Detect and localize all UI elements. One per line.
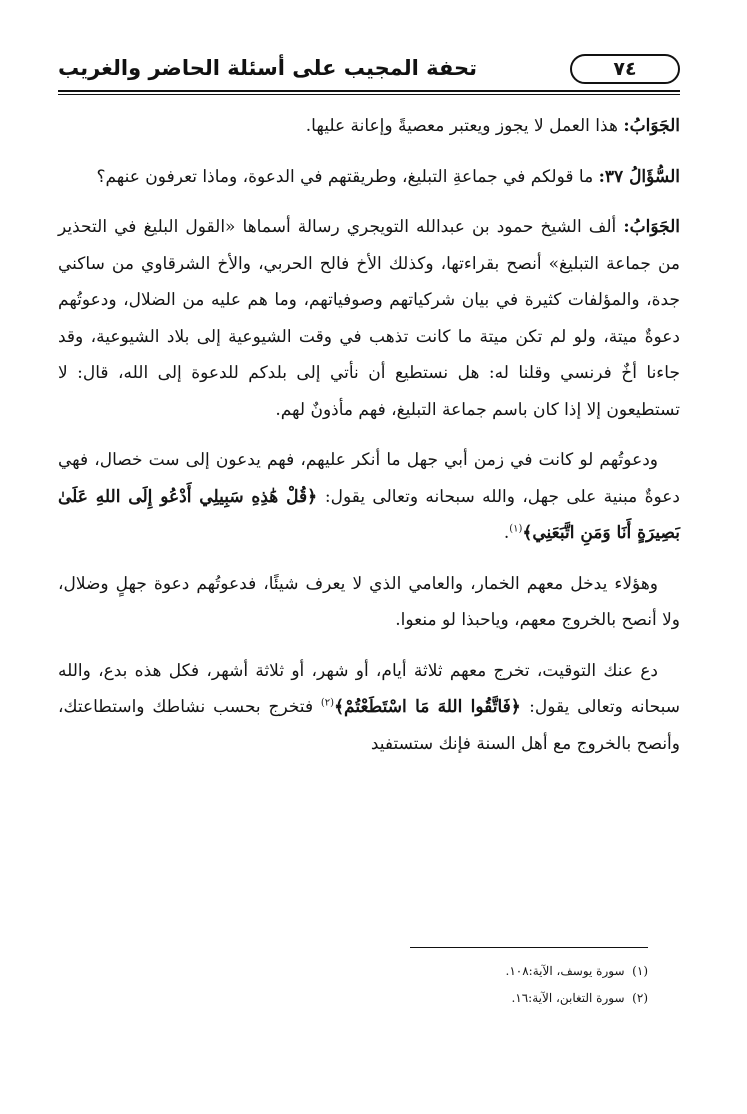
answer-label: الجَوَابُ: — [623, 116, 680, 136]
quran-quote: ﴿قُلْ هَٰذِهِ سَبِيلِي أَدْعُو إِلَى اللهِ عَلَىٰ بَصِيرَةٍ أَنَا وَمَنِ اتَّبَعَنِي﴾ — [58, 486, 680, 543]
body-text — [58, 108, 680, 762]
footnote-text: سورة يوسف، الآية:١٠٨. — [505, 964, 625, 978]
page-number: ٧٤ — [570, 54, 680, 84]
header-rule-thick — [58, 90, 680, 92]
quran-quote: ﴿فَاتَّقُوا اللهَ مَا اسْتَطَعْتُمْ﴾ — [334, 697, 530, 717]
question-label: السُّؤَالُ ٣٧: — [598, 166, 680, 187]
footnote-ref: (١) — [509, 523, 523, 535]
answer-text: ألف الشيخ حمود بن عبدالله التويجري رسالة أسماها «القول البليغ في التحذير من جماعة التبليغ» أنصح بقراءتها، وكذلك الأخ فالح الحربي، والأخ الشرقاوي من ساكني جدة، والمؤلفات كثيرة في بيان شركياتهم وصوفياتهم، وما هم عليه من الضلال، ودعوتُهم دعوةٌ ميتة، ولو لم تكن ميتة ما كانت تذهب في وقت الشيوعية إلى بلاد الشيوعية، وقد جاءنا أخٌ فرنسي وقلنا له: هل نستطيع أن نأتي إلى بلدكم للدعوة إلى الله، قال: لا تستطيعون إلا إذا كان باسم جماعة التبليغ، فهم مأذونٌ لهم. — [58, 217, 680, 420]
question-text: ما قولكم في جماعةِ التبليغ، وطريقتهم في الدعوة، وماذا تعرفون عنهم؟ — [96, 166, 599, 187]
paragraph — [58, 566, 680, 639]
paragraph — [58, 442, 680, 552]
book-title: تحفة المجيب على أسئلة الحاضر والغريب — [58, 56, 478, 80]
footnote-divider — [410, 947, 648, 948]
footnotes — [58, 958, 648, 1012]
footnote-number: (١) — [632, 964, 648, 978]
footnote-number: (٢) — [632, 991, 648, 1005]
page-header — [58, 52, 680, 96]
footnote-text: سورة التغابن، الآية:١٦. — [511, 991, 625, 1005]
answer-label: الجَوَابُ: — [623, 217, 680, 237]
paragraph-text: دع عنك التوقيت، تخرج معهم ثلاثة أيام، أو شهر، أو ثلاثة أشهر، فكل هذه بدع، والله سبحانه وتعالى يقول: — [58, 660, 681, 717]
paragraph-text: وهؤلاء يدخل معهم الخمار، والعامي الذي لا يعرف شيئًا، فدعوتُهم دعوة جهلٍ وضلال، ولا أنصح بالخروج معهم، وياحبذا لو منعوا. — [58, 573, 680, 630]
footnote-ref: (٢) — [320, 697, 335, 709]
paragraph — [58, 653, 680, 763]
answer-text: هذا العمل لا يجوز ويعتبر معصيةً وإعانة عليها. — [305, 116, 624, 136]
footnote-item — [58, 958, 648, 985]
header-rule-thin — [58, 94, 680, 95]
answer-paragraph-1 — [58, 108, 680, 145]
paragraph-text: ودعوتُهم لو كانت في زمن أبي جهل ما أنكر عليهم، فهم يدعون إلى ست خصال، فهي دعوةٌ مبنية على جهل، والله سبحانه وتعالى يقول: — [58, 450, 680, 507]
footnote-item — [58, 985, 648, 1012]
question-paragraph — [58, 159, 680, 196]
paragraph-end: . — [503, 523, 510, 543]
paragraph-text: فتخرج بحسب نشاطك واستطاعتك، وأنصح بالخروج مع أهل السنة فإنك ستستفيد — [58, 697, 680, 754]
answer-paragraph-2 — [58, 209, 680, 428]
